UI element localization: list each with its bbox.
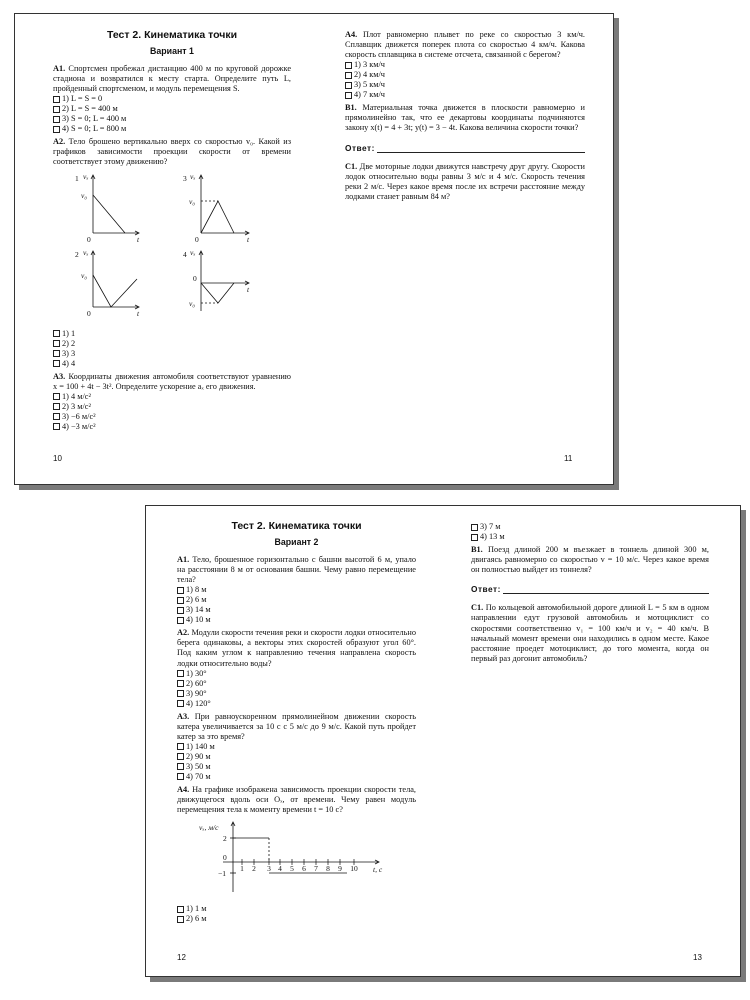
spread-variant-2 <box>145 505 741 977</box>
answer-field[interactable] <box>503 586 709 594</box>
answer-checkbox[interactable] <box>177 743 184 750</box>
answer-checkbox[interactable] <box>177 906 184 913</box>
axis-label-t: t, с <box>373 865 383 875</box>
answer-checkbox[interactable] <box>53 393 60 400</box>
answer-checkbox[interactable] <box>53 106 60 113</box>
question-a3: А3. При равноускоренном прямолинейном движении скорость катера увеличивается за 10 с с 5 м/с до 9 м/с. Какой путь пройдет катер за это время? <box>177 711 416 741</box>
page-10 <box>15 14 314 484</box>
x-tick-label: 7 <box>314 864 318 874</box>
origin-label: 0 <box>195 234 199 244</box>
answer-checkbox[interactable] <box>53 96 60 103</box>
x-tick-label: 2 <box>252 864 256 874</box>
variant-heading: Вариант 2 <box>274 537 319 547</box>
answer-checkbox[interactable] <box>177 607 184 614</box>
option[interactable]: 1) 1 <box>53 329 291 339</box>
origin-label: 0 <box>193 273 197 283</box>
page-title: Тест 2. Кинематика точки <box>231 520 362 532</box>
graph-label: 2 <box>75 249 79 259</box>
axis-label-t: t <box>137 234 140 244</box>
option[interactable]: 4) S = 0; L = 800 м <box>53 124 291 134</box>
options-a3 <box>53 392 291 432</box>
option[interactable]: 4) 7 км/ч <box>345 90 585 100</box>
axis-label-t: t <box>247 234 250 244</box>
v0-label: v₀ <box>81 270 87 280</box>
answer-checkbox[interactable] <box>53 413 60 420</box>
options-a2 <box>53 329 291 369</box>
option[interactable]: 2) 3 м/с² <box>53 402 291 412</box>
options-a4-continued <box>471 522 709 542</box>
x-tick-label: 5 <box>290 864 294 874</box>
answer-checkbox[interactable] <box>177 773 184 780</box>
options-a2 <box>177 669 416 709</box>
option[interactable]: 4) 4 <box>53 359 291 369</box>
options-a1 <box>53 94 291 134</box>
option[interactable]: 4) −3 м/с² <box>53 422 291 432</box>
options-a3 <box>177 742 416 782</box>
option[interactable]: 1) 140 м <box>177 742 416 752</box>
option[interactable]: 1) 1 м <box>177 904 416 914</box>
variant-heading: Вариант 1 <box>150 46 194 56</box>
option[interactable]: 2) 2 <box>53 339 291 349</box>
page-title: Тест 2. Кинематика точки <box>106 29 238 41</box>
y-tick-2: 2 <box>223 834 227 844</box>
axis-label-v: vₓ, м/с <box>199 823 219 833</box>
option[interactable]: 4) 70 м <box>177 772 416 782</box>
answer-checkbox[interactable] <box>345 82 352 89</box>
answer-checkbox[interactable] <box>53 403 60 410</box>
page-11 <box>314 14 613 484</box>
answer-line[interactable] <box>471 584 709 594</box>
page-number: 10 <box>53 454 62 463</box>
option[interactable]: 2) 60° <box>177 679 416 689</box>
answer-checkbox[interactable] <box>53 423 60 430</box>
axis-label-t: t <box>247 284 250 294</box>
page-13 <box>443 506 740 976</box>
question-b1: В1. Материальная точка движется в плоскости равномерно и прямолинейно так, что ее декартовы координаты подчиняются закону x(t) = 4 + 3t; y(t) = 3 − 4t. Какова величина скорости точки? <box>345 103 585 133</box>
option[interactable]: 2) 90 м <box>177 752 416 762</box>
y-tick-minus-1: −1 <box>218 869 226 879</box>
x-tick-label: 1 <box>240 864 244 874</box>
spread-variant-1 <box>14 13 614 485</box>
velocity-time-graph <box>177 818 416 899</box>
option[interactable]: 2) 6 м <box>177 914 416 924</box>
axis-label-v: vₓ <box>190 247 196 257</box>
axis-label-v: vₓ <box>83 247 89 257</box>
options-a1 <box>177 585 416 625</box>
answer-checkbox[interactable] <box>177 617 184 624</box>
x-tick-label: 9 <box>338 864 342 874</box>
answer-line[interactable] <box>345 143 585 153</box>
option[interactable]: 3) 50 м <box>177 762 416 772</box>
answer-checkbox[interactable] <box>53 126 60 133</box>
answer-checkbox[interactable] <box>53 360 60 367</box>
question-a3: А3. Координаты движения автомобиля соответствуют уравнению x = 100 + 4t − 3t². Определите ускорение aₓ его движения. <box>53 371 291 391</box>
question-a2: А2. Тело брошено вертикально вверх со скоростью v₀. Какой из графиков зависимости проекции скорости от времени соответствует этому движению? <box>53 137 291 167</box>
option[interactable]: 3) 7 м <box>471 522 709 532</box>
question-a4: А4. Плот равномерно плывет по реке со скоростью 3 км/ч. Сплавщик движется поперек плота со скоростью 4 км/ч. Какова скорость сплавщика в системе отсчета, связанной с берегом? <box>345 30 586 60</box>
option[interactable]: 3) 90° <box>177 689 416 699</box>
answer-checkbox[interactable] <box>177 700 184 707</box>
options-a4 <box>345 60 585 100</box>
answer-checkbox[interactable] <box>471 534 478 541</box>
option[interactable]: 3) −6 м/с² <box>53 412 291 422</box>
option[interactable]: 2) L = S = 400 м <box>53 104 291 114</box>
x-tick-label: 10 <box>350 864 358 874</box>
velocity-graphs <box>53 171 291 324</box>
option[interactable]: 2) 6 м <box>177 595 416 605</box>
option[interactable]: 3) 5 км/ч <box>345 80 585 90</box>
answer-checkbox[interactable] <box>177 916 184 923</box>
answer-checkbox[interactable] <box>177 753 184 760</box>
v0-label: v₀ <box>189 298 195 308</box>
option[interactable]: 4) 10 м <box>177 615 416 625</box>
option[interactable]: 1) 30° <box>177 669 416 679</box>
option[interactable]: 1) 8 м <box>177 585 416 595</box>
v0-label: v₀ <box>81 190 87 200</box>
question-a1: А1. Тело, брошенное горизонтально с башни высотой 6 м, упало на расстоянии 8 м от основания башни. Чему равно перемещение тела? <box>177 555 416 585</box>
question-a1: А1. Спортсмен пробежал дистанцию 400 м по круговой дорожке стадиона и возвратился к месту старта. Определите путь L, пройденный спортсменом, и модуль перемещения S. <box>53 64 291 94</box>
origin-label: 0 <box>87 308 91 318</box>
answer-checkbox[interactable] <box>177 763 184 770</box>
option[interactable]: 1) L = S = 0 <box>53 94 291 104</box>
answer-checkbox[interactable] <box>177 597 184 604</box>
graph-label: 4 <box>183 249 187 259</box>
answer-checkbox[interactable] <box>53 116 60 123</box>
axis-label-v: vₓ <box>83 171 89 181</box>
answer-checkbox[interactable] <box>177 690 184 697</box>
x-tick-label: 8 <box>326 864 330 874</box>
option[interactable]: 1) 3 км/ч <box>345 60 585 70</box>
answer-checkbox[interactable] <box>471 524 478 531</box>
answer-label: Ответ: <box>471 584 501 595</box>
option[interactable]: 4) 13 м <box>471 532 709 542</box>
option[interactable]: 4) 120° <box>177 699 416 709</box>
axis-label-t: t <box>137 308 140 318</box>
x-tick-label: 3 <box>267 864 271 874</box>
velocity-graphs-figure <box>53 171 291 321</box>
answer-checkbox[interactable] <box>345 92 352 99</box>
option[interactable]: 3) 3 <box>53 349 291 359</box>
option[interactable]: 2) 4 км/ч <box>345 70 585 80</box>
graph-label: 1 <box>75 173 79 183</box>
question-c1: С1. Две моторные лодки движутся навстречу друг другу. Скорости лодок относительно воды равны 3 м/с и 4 м/с. Скорость течения реки 2 м/с. Через какое время после их встречи расстояние между лодками станет равным 84 м? <box>345 161 585 201</box>
y-tick-0: 0 <box>223 853 227 863</box>
graph-label: 3 <box>183 173 187 183</box>
axis-label-v: vₓ <box>190 171 196 181</box>
velocity-time-graph-figure <box>177 818 416 896</box>
question-b1: В1. Поезд длиной 200 м въезжает в тоннель длиной 300 м, двигаясь равномерно со скоростью v = 10 м/с. Через какое время он полностью выйдет из тоннеля? <box>471 545 709 575</box>
answer-checkbox[interactable] <box>177 587 184 594</box>
answer-checkbox[interactable] <box>177 670 184 677</box>
options-a4 <box>177 904 416 924</box>
answer-checkbox[interactable] <box>53 350 60 357</box>
option[interactable]: 1) 4 м/с² <box>53 392 291 402</box>
answer-checkbox[interactable] <box>345 62 352 69</box>
page-number: 12 <box>177 953 186 962</box>
page-12 <box>146 506 443 976</box>
question-a2: А2. Модули скорости течения реки и скорости лодки относительно берега одинаковы, а векторы этих скоростей образуют угол 60°. Под каким углом к направлению течения направлена скорость лодки относительно воды? <box>177 628 416 668</box>
x-tick-label: 6 <box>302 864 306 874</box>
answer-label: Ответ: <box>345 142 375 153</box>
answer-field[interactable] <box>377 145 585 153</box>
page-number: 11 <box>564 454 573 463</box>
answer-checkbox[interactable] <box>177 680 184 687</box>
option[interactable]: 3) 14 м <box>177 605 416 615</box>
question-a4: А4. На графике изображена зависимость проекции скорости тела, движущегося вдоль оси Oₓ, от времени. Чему равен модуль перемещения тела к моменту времени t = 10 с? <box>177 784 416 815</box>
x-tick-label: 4 <box>278 864 282 874</box>
option[interactable]: 3) S = 0; L = 400 м <box>53 114 291 124</box>
origin-label: 0 <box>87 234 91 244</box>
answer-checkbox[interactable] <box>53 330 60 337</box>
question-c1: С1. По кольцевой автомобильной дороге длиной L = 5 км в одном направлении едут грузовой автомобиль и мотоциклист со скоростями соответственно v₁ = 100 км/ч и v₂ = 40 км/ч. В начальный момент времени они находились в одном месте. Какое расстояние проедет мотоциклист, до того момента, когда он первый раз догонит автомобиль? <box>471 603 710 663</box>
page-number: 13 <box>693 953 702 962</box>
v0-label: v₀ <box>189 196 195 206</box>
answer-checkbox[interactable] <box>53 340 60 347</box>
answer-checkbox[interactable] <box>345 72 352 79</box>
